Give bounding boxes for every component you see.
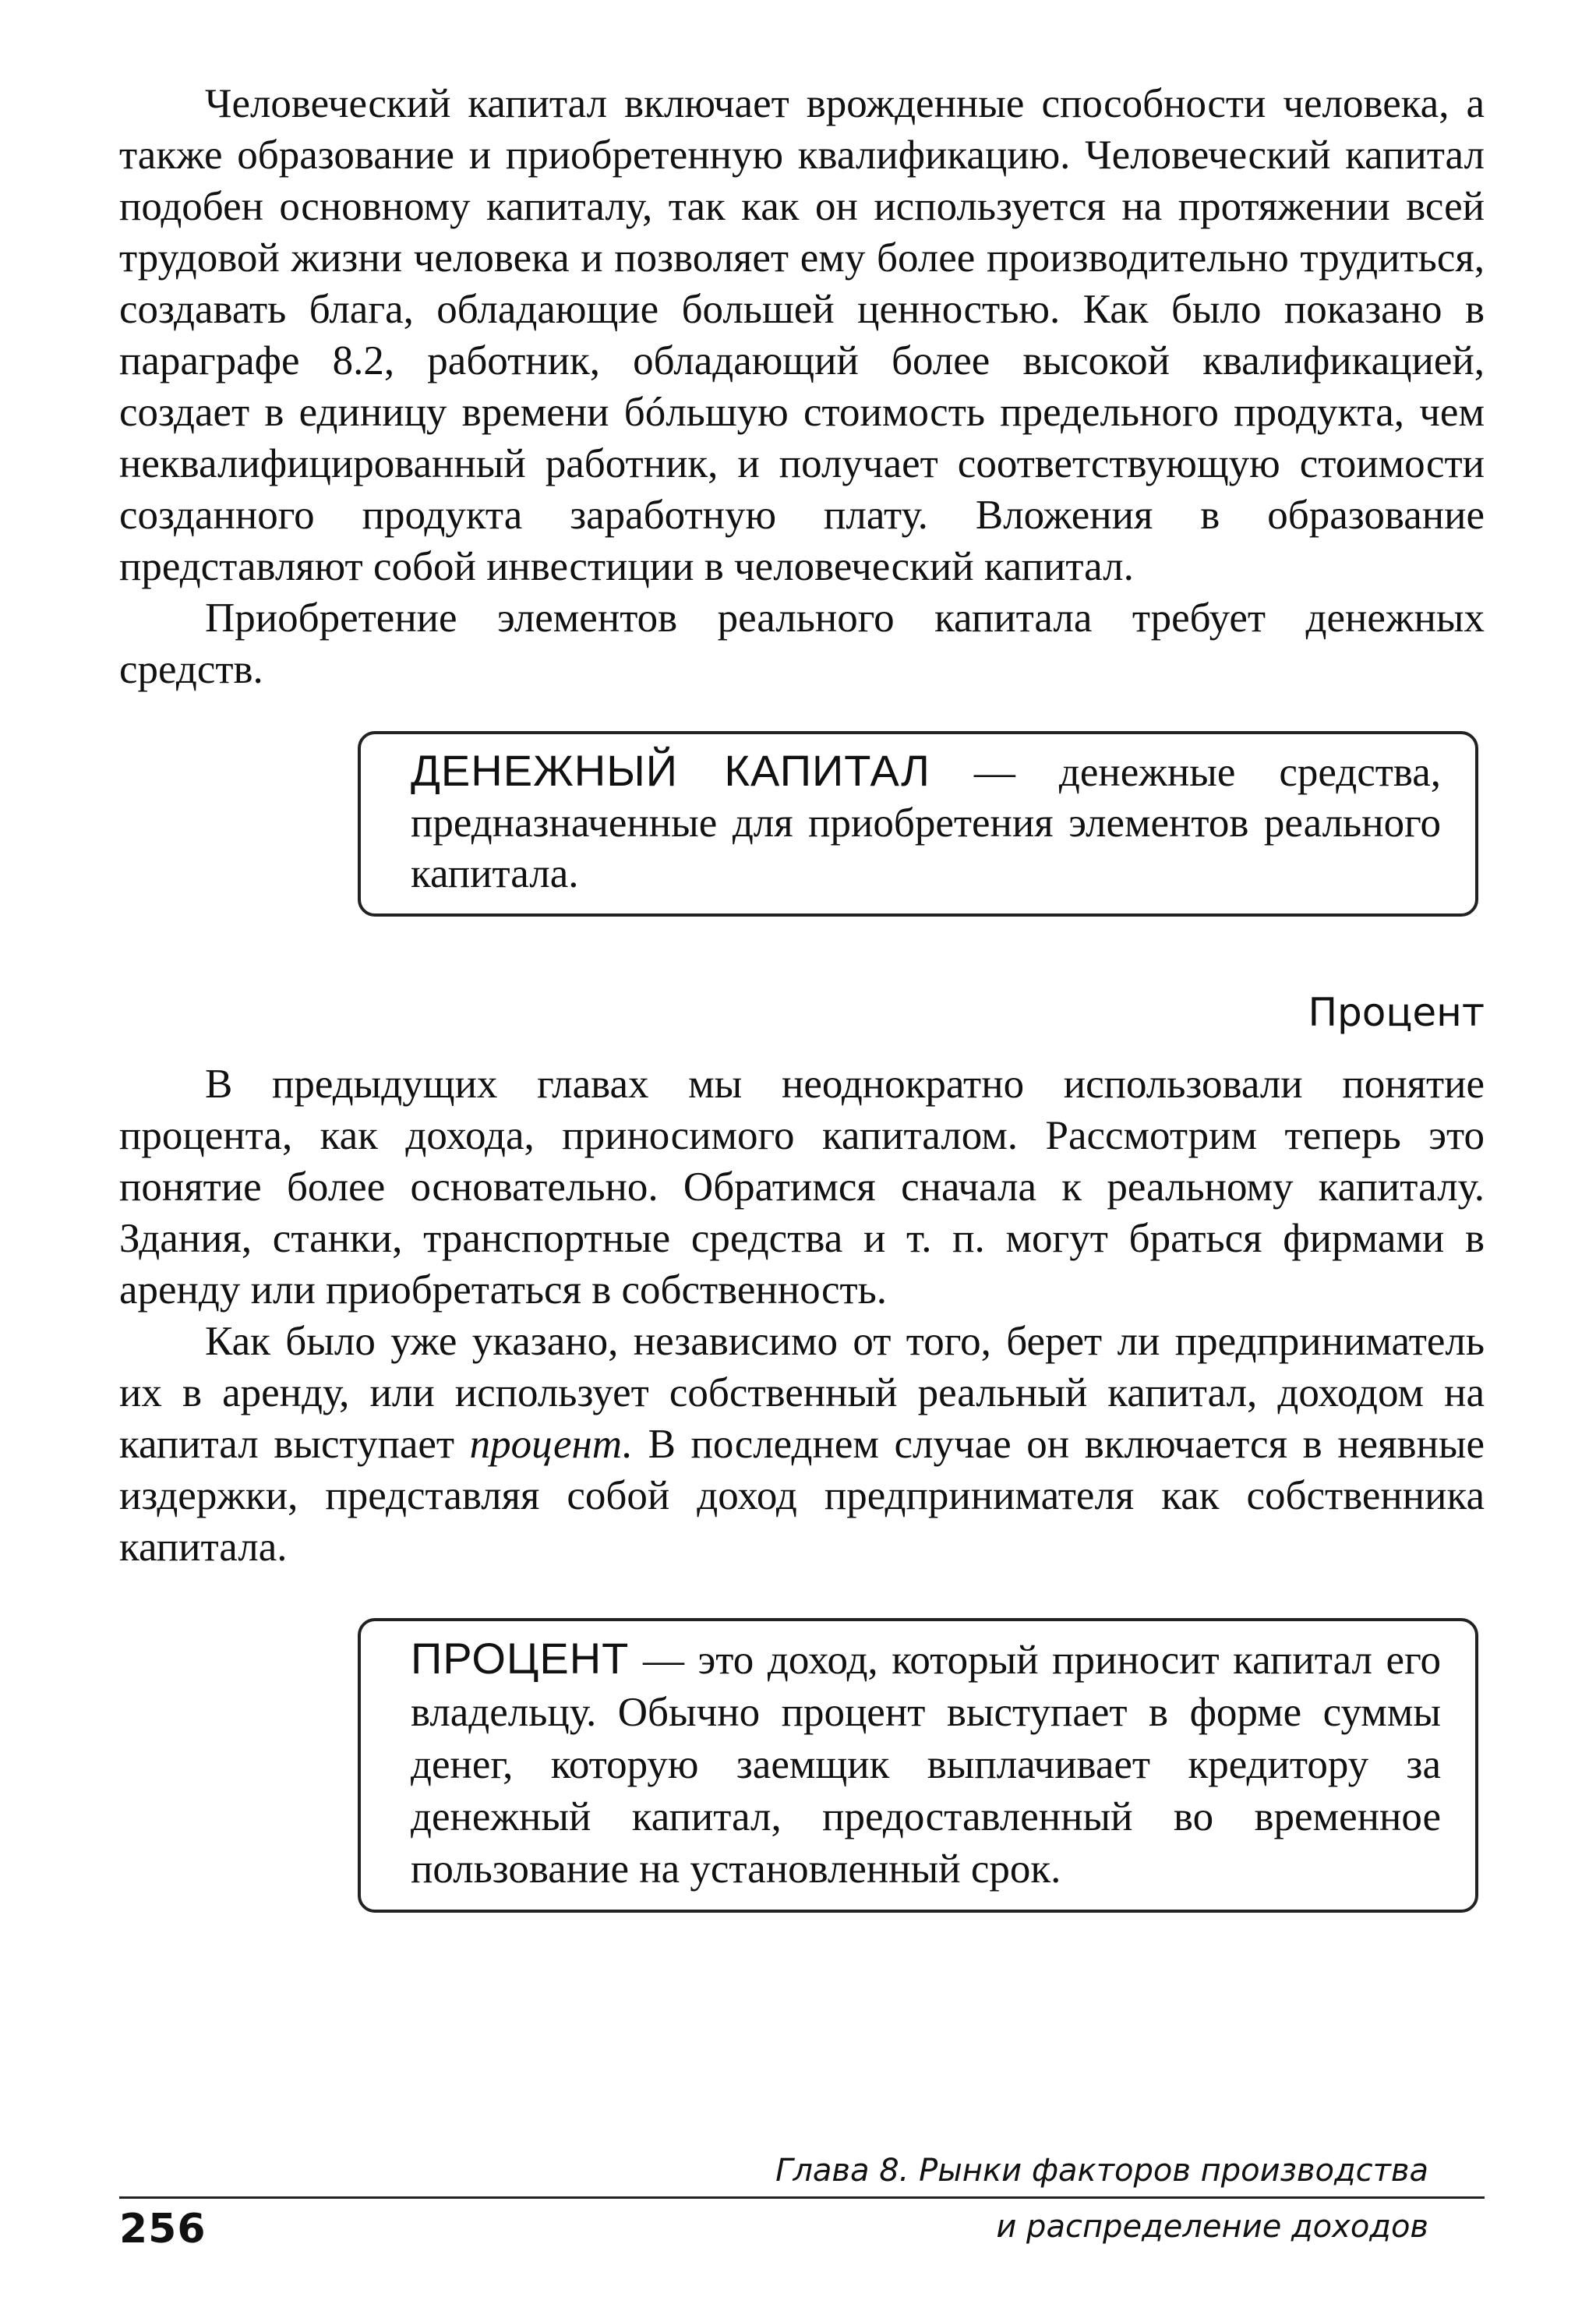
paragraph-text-after: В последнем случае он включается в неявные издержки, представляя собой доход предпринимателя как собственника капитала. [119,1422,1485,1570]
page-footer [119,2145,1485,2254]
definition-box-money-capital [358,731,1478,917]
money-paragraph: Приобретение элементов реального капитала требует денежных средств. [119,595,1485,692]
emphasized-term: процент. [469,1422,633,1467]
percent-paragraph-2 [119,1316,1485,1573]
percent-paragraph-1: В предыдущих главах мы неоднократно использовали понятие процента, как дохода, приносимого капиталом. Рассмотрим теперь это понятие более основательно. Обратимся сначала к реальному капиталу. Здания, станки, транспортные средства и т. п. могут браться фирмами в аренду или приобретаться в собственность. [119,1062,1485,1313]
intro-paragraph: Человеческий капитал включает врожденные способности человека, а также образование и приобретенную квалификацию. Человеческий капитал подобен основному капиталу, так как он используется на протяжении всей трудовой жизни человека и позволяет ему более производительно трудиться, создавать блага, обладающие большей ценностью. Как было показано в параграфе 8.2, работник, обладающий более высокой квалификацией, создает в единицу времени бóльшую стоимость предельного продукта, чем неквалифицированный работник, и получает соответствующую стоимости созданного продукта заработную плату. Вложения в образование представляют собой инвестиции в человеческий капитал. [119,81,1485,589]
definition-text: — денежные средства, предназначенные для приобретения элементов реального капитала. [411,750,1442,896]
running-head [775,2145,1428,2253]
definition-box-percent [358,1618,1478,1913]
paragraph-text-before: Как было уже указано, независимо от того, берет ли предприниматель их в аренду, или использует собственный реальный капитал, доходом на капитал выступает [119,1319,1485,1467]
definition-term: ДЕНЕЖНЫЙ КАПИТАЛ [411,746,930,795]
running-head-line-1: Глава 8. Рынки факторов производства [775,2153,1428,2189]
footer-rule [119,2196,1485,2199]
running-head-line-2: и распределение доходов [996,2209,1428,2245]
definition-text: — это доход, который приносит капитал его владельцу. Обычно процент выступает в форме суммы денег, которую заемщик выплачивает кредитору за денежный капитал, предоставленный во временное пользование на установленный срок. [411,1638,1441,1892]
section-heading: Процент [1308,990,1485,1035]
page-number: 256 [119,2206,207,2253]
definition-term: ПРОЦЕНТ [411,1634,630,1683]
page-content [119,78,1485,1913]
